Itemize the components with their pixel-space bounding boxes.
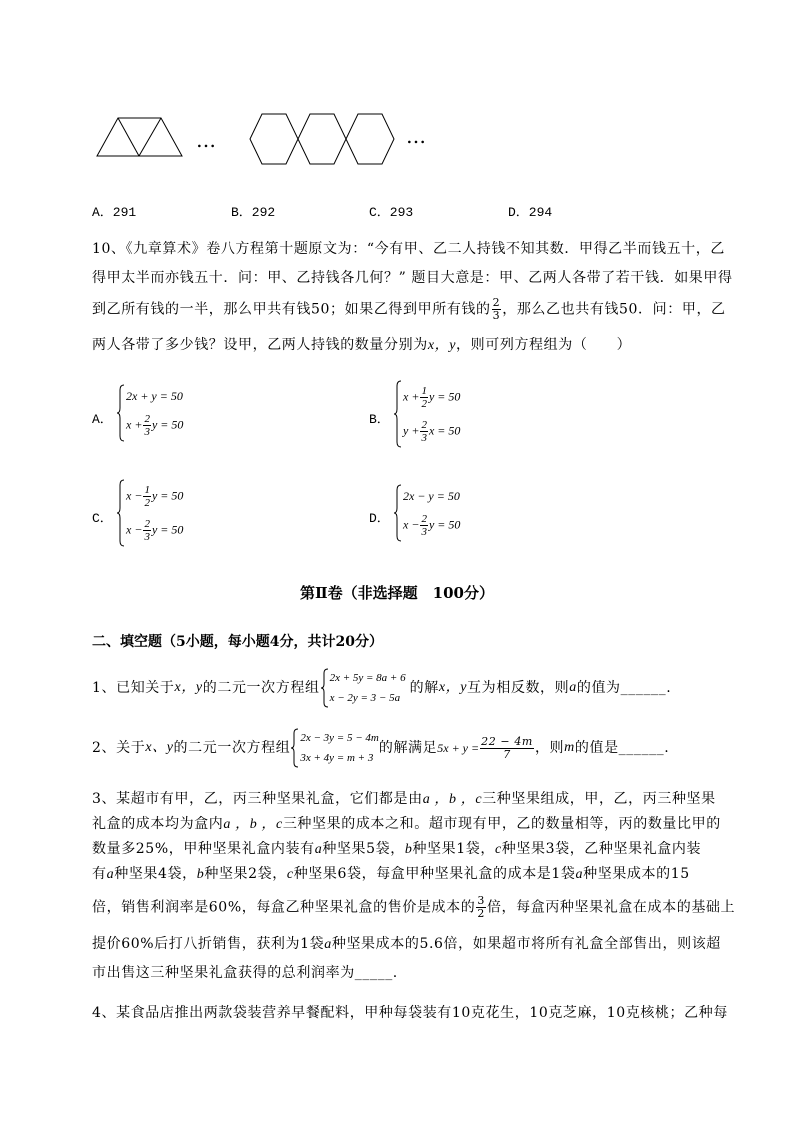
q10-line-2: 得甲太半而亦钱五十．问：甲、乙持钱各几何？” 题目大意是：甲、乙两人各带了若干钱．如果甲得 bbox=[92, 270, 733, 286]
q10-b-eq2-post: x = 50 bbox=[428, 422, 461, 437]
f3-l6-a: a bbox=[324, 937, 332, 952]
q10-c-eq2-post: y = 50 bbox=[151, 521, 184, 536]
fill-3-line-5 bbox=[92, 895, 735, 920]
fill-3-line-6 bbox=[92, 932, 721, 957]
q10-option-b-system[interactable] bbox=[393, 380, 460, 448]
q10-c-frac-2-num: 2 bbox=[144, 517, 150, 530]
q10-a-frac bbox=[143, 413, 151, 438]
q10-line-4-text: 两人各带了多少钱？设甲，乙两人持钱的数量分别为 bbox=[92, 337, 428, 353]
f3-l3-pre: 数量多25%，甲种坚果礼盒内装有 bbox=[92, 841, 315, 857]
ellipsis-2: … bbox=[406, 124, 428, 148]
q10-b-eq2-pre: y + bbox=[403, 422, 420, 437]
q10-d-frac-num: 2 bbox=[421, 512, 427, 525]
f3-l5-frac bbox=[476, 895, 486, 920]
q10-option-a-label[interactable]: A． bbox=[92, 412, 113, 427]
q10-c-frac-2-den: 3 bbox=[144, 530, 150, 543]
f1-a: a bbox=[569, 680, 577, 695]
fill-3-line-3 bbox=[92, 837, 701, 862]
q10-d-frac-den: 3 bbox=[421, 525, 427, 538]
q10-line-4 bbox=[92, 333, 631, 358]
fill-3-line-1 bbox=[92, 787, 716, 812]
brace-icon bbox=[116, 384, 126, 442]
f3-l6-post: 种坚果成本的5.6倍，如果超市将所有礼盒全部售出，则该超 bbox=[331, 936, 721, 952]
f3-l4-a: a bbox=[106, 867, 115, 882]
q10-d-eq2-post: y = 50 bbox=[428, 516, 461, 531]
f1-post1: 的解 bbox=[409, 680, 439, 696]
f2-post2: ，则 bbox=[534, 740, 565, 756]
f2-post1: 的解满足 bbox=[378, 740, 438, 756]
f2-eq1: 2x − 3y = 5 − 4m bbox=[300, 732, 379, 744]
q10-b-eq1-pre: x + bbox=[403, 388, 420, 403]
q10-line-1: 10、《九章算术》卷八方程第十题原文为：“今有甲、乙二人持钱不知其数．甲得乙半而钱五十，乙 bbox=[92, 241, 725, 257]
f3-l5-frac-den: 2 bbox=[477, 907, 485, 920]
fill-3-line-4 bbox=[92, 862, 690, 887]
part2-title: 第Ⅱ卷（非选择题 100分） bbox=[300, 584, 494, 602]
q10-c-frac-1 bbox=[143, 484, 151, 509]
f3-l1-abc: a ，b ，c bbox=[422, 792, 483, 807]
q9-option-b[interactable]: B．292 bbox=[231, 205, 276, 220]
f2-system bbox=[290, 728, 378, 768]
q10-c-frac-1-den: 2 bbox=[144, 496, 150, 509]
q10-d-eq2-pre: x − bbox=[403, 516, 420, 531]
brace-icon bbox=[290, 728, 300, 768]
triangle-figure bbox=[96, 116, 184, 158]
q10-a-eq1: 2x + y = 50 bbox=[126, 388, 183, 403]
f3-l5-post: 倍，每盒丙种坚果礼盒在成本的基础上 bbox=[486, 899, 736, 916]
q10-line-4-tail: ，则可列方程组为（ ） bbox=[456, 337, 632, 353]
fill-1 bbox=[92, 668, 671, 708]
f1-eq1: 2x + 5y = 8a + 6 bbox=[329, 672, 406, 684]
f2-mid: 的二元一次方程组 bbox=[173, 740, 291, 756]
f2-frac-num: 22 − 4m bbox=[481, 734, 533, 748]
q10-frac-den: 3 bbox=[492, 309, 501, 322]
brace-icon bbox=[320, 668, 330, 708]
q10-b-frac-1-num: 1 bbox=[421, 384, 427, 397]
q10-b-frac-1-den: 2 bbox=[421, 397, 427, 410]
q10-c-eq1 bbox=[126, 484, 183, 509]
f3-l4-mid3: 种坚果6袋，每盒甲种坚果礼盒的成本是1袋 bbox=[293, 866, 576, 882]
f3-l4-b: b bbox=[196, 867, 205, 882]
fill-3-line-7[interactable]: 市出售这三种坚果礼盒获得的总利润率为_____. bbox=[92, 965, 398, 981]
q10-line-3-tail: ，那么乙也共有钱50．问：甲，乙 bbox=[502, 301, 726, 318]
f1-eq2: x − 2y = 3 − 5a bbox=[329, 692, 401, 704]
q10-d-eq1: 2x − y = 50 bbox=[403, 488, 460, 503]
brace-icon bbox=[393, 484, 403, 542]
brace-icon bbox=[393, 380, 403, 448]
f3-l4-a2: a bbox=[575, 867, 584, 882]
f3-l4-c: c bbox=[286, 867, 294, 882]
f3-l4-pre: 有 bbox=[92, 866, 107, 882]
f2-vars: x、y bbox=[145, 740, 174, 755]
q10-option-a-system[interactable] bbox=[116, 384, 183, 442]
f3-l6-pre: 提价60%后打八折销售，获利为1袋 bbox=[92, 936, 325, 952]
f2-frac-den: 7 bbox=[503, 747, 511, 761]
f1-vars: x，y bbox=[174, 680, 203, 695]
f3-l2-abc: a ，b ，c bbox=[223, 817, 283, 832]
f1-post2: 互为相反数，则 bbox=[467, 680, 570, 696]
q10-c-frac-1-num: 1 bbox=[144, 483, 150, 496]
f3-l2-pre: 礼盒的成本均为盒内 bbox=[92, 816, 224, 832]
q10-frac-num: 2 bbox=[492, 296, 501, 309]
q10-b-eq1-post: y = 50 bbox=[428, 388, 461, 403]
f2-pre: 2、关于 bbox=[92, 740, 146, 756]
q10-a-eq2 bbox=[126, 413, 183, 438]
q10-b-eq2 bbox=[403, 419, 460, 444]
f3-l3-mid1: 种坚果5袋， bbox=[322, 841, 405, 857]
f3-l3-b: b bbox=[404, 842, 413, 857]
q10-c-eq2 bbox=[126, 518, 183, 543]
f3-l5-pre: 倍，销售利润率是60%，每盒乙种坚果礼盒的售价是成本的 bbox=[92, 899, 476, 916]
f2-answer-blank[interactable]: 的值是______. bbox=[574, 740, 670, 756]
q10-vars: x，y bbox=[427, 338, 457, 353]
f3-l3-c: c bbox=[494, 842, 502, 857]
brace-icon bbox=[116, 479, 126, 547]
f3-l1-pre: 3、某超市有甲，乙，丙三种坚果礼盒，它们都是由 bbox=[92, 791, 423, 807]
q10-option-d-system[interactable] bbox=[393, 484, 460, 542]
f3-l2-post: 三种坚果的成本之和。超市现有甲，乙的数量相等，丙的数量比甲的 bbox=[282, 816, 721, 832]
f1-answer-blank[interactable]: 的值为______. bbox=[576, 680, 672, 696]
f2-m: m bbox=[564, 740, 575, 755]
f3-l3-mid2: 种坚果1袋， bbox=[412, 841, 495, 857]
q10-option-c-system[interactable] bbox=[116, 479, 183, 547]
q9-option-c[interactable]: C．293 bbox=[369, 205, 414, 220]
fill-4-line-1: 4、某食品店推出两款袋装营养早餐配料，甲种每袋装有10克花生，10克芝麻，10克核桃；乙种每 bbox=[92, 1005, 728, 1021]
q10-c-eq1-post: y = 50 bbox=[151, 487, 184, 502]
q10-c-eq2-pre: x − bbox=[126, 521, 143, 536]
q10-c-frac-2 bbox=[143, 518, 151, 543]
q10-a-frac-num: 2 bbox=[144, 412, 150, 425]
f1-system bbox=[320, 668, 406, 708]
f2-eq2: 3x + 4y = m + 3 bbox=[300, 752, 374, 764]
q10-b-frac-2-num: 2 bbox=[421, 418, 427, 431]
f3-l4-post: 种坚果成本的15 bbox=[583, 866, 690, 882]
q10-line-3-text: 到乙所有钱的一半，那么甲共有钱50；如果乙得到甲所有钱的 bbox=[92, 301, 491, 318]
q9-option-a[interactable]: A．291 bbox=[92, 205, 137, 220]
q10-line-3 bbox=[92, 297, 726, 322]
q10-b-frac-2 bbox=[420, 419, 428, 444]
f1-pre: 1、已知关于 bbox=[92, 680, 175, 696]
f3-l1-post: 三种坚果组成，甲，乙，丙三种坚果 bbox=[482, 791, 716, 807]
f3-l3-post: 种坚果3袋，乙种坚果礼盒内装 bbox=[501, 841, 702, 857]
q10-b-frac-1 bbox=[420, 385, 428, 410]
hexagon-figure bbox=[248, 112, 396, 166]
f1-mid: 的二元一次方程组 bbox=[202, 680, 320, 696]
ellipsis-1: … bbox=[196, 128, 218, 152]
f3-l4-mid1: 种坚果4袋， bbox=[114, 866, 197, 882]
fill-3-line-2 bbox=[92, 812, 721, 837]
f3-l3-a: a bbox=[314, 842, 323, 857]
q10-d-eq2 bbox=[403, 513, 460, 538]
q10-d-frac bbox=[420, 513, 428, 538]
f2-cond: 5x + y = bbox=[437, 741, 480, 755]
f3-l4-mid2: 种坚果2袋， bbox=[204, 866, 287, 882]
q10-option-d-label[interactable]: D． bbox=[369, 511, 390, 526]
q10-option-b-label[interactable]: B． bbox=[369, 412, 390, 427]
q10-b-eq1 bbox=[403, 385, 460, 410]
q10-a-frac-den: 3 bbox=[144, 425, 150, 438]
q9-option-d[interactable]: D．294 bbox=[508, 205, 553, 220]
q10-fraction bbox=[492, 297, 502, 322]
q10-a-eq2-pre: x + bbox=[126, 416, 143, 431]
section-title: 二、填空题（5小题，每小题4分，共计20分） bbox=[92, 634, 383, 650]
f2-frac bbox=[480, 736, 534, 761]
f1-vars2: x，y bbox=[438, 680, 468, 695]
fill-2 bbox=[92, 728, 669, 768]
q10-c-eq1-pre: x − bbox=[126, 487, 143, 502]
q10-option-c-label[interactable]: C． bbox=[92, 511, 113, 526]
q10-b-frac-2-den: 3 bbox=[421, 431, 427, 444]
f3-l5-frac-num: 3 bbox=[477, 894, 485, 907]
q10-a-eq2-post: y = 50 bbox=[151, 416, 184, 431]
